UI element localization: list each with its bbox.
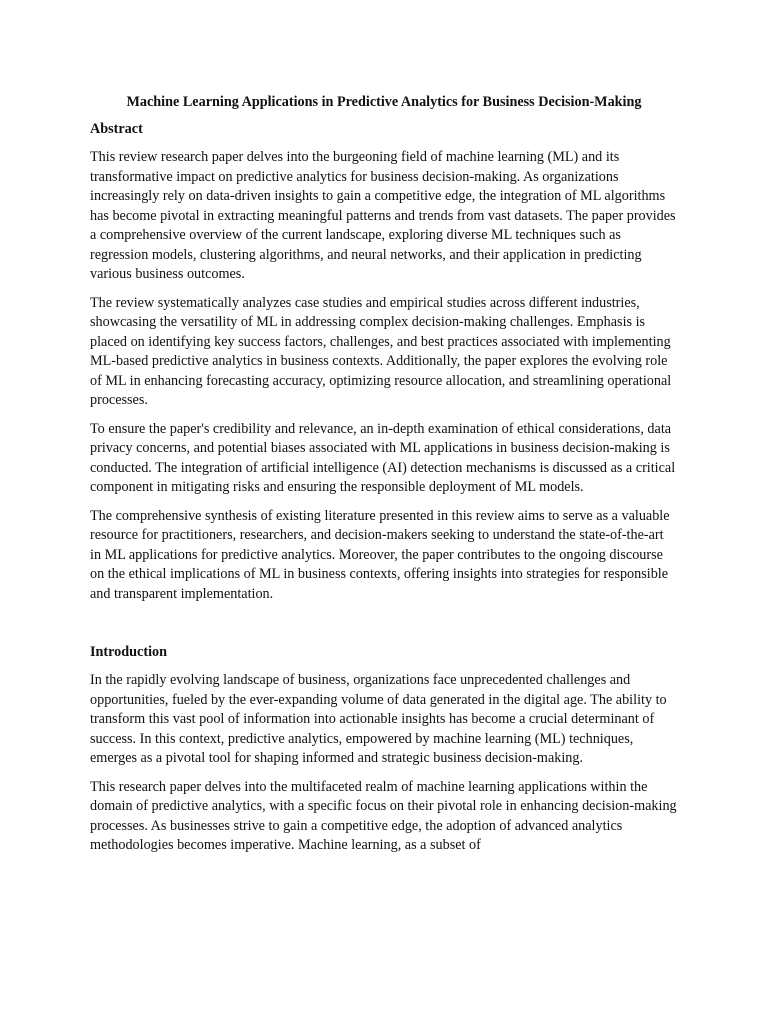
introduction-paragraph-2: This research paper delves into the multifaceted realm of machine learning applications within the domain of predictive analytics, with a specific focus on their pivotal role in enhancing decision-making processes. As businesses strive to gain a competitive edge, the adoption of advanced analytics methodologies becomes imperative. Machine learning, as a subset of	[90, 778, 677, 853]
introduction-paragraph-1: In the rapidly evolving landscape of business, organizations face unprecedented challenges and opportunities, fueled by the ever-expanding volume of data generated in the digital age. The ability to transform this vast pool of information into actionable insights has become a crucial determinant of success. In this context, predictive analytics, empowered by machine learning (ML) techniques, emerges as a pivotal tool for shaping informed and strategic business decision-making.	[90, 672, 667, 766]
abstract-paragraph-4: The comprehensive synthesis of existing literature presented in this review aims to serve as a valuable resource for practitioners, researchers, and decision-makers seeking to understand the state-of-the-art in ML applications for predictive analytics. Moreover, the paper contributes to the ongoing discourse on the ethical implications of ML in business contexts, offering insights into strategies for responsible and transparent implementation.	[90, 507, 670, 602]
abstract-paragraph-3: To ensure the paper's credibility and relevance, an in-depth examination of ethical considerations, data privacy concerns, and potential biases associated with ML applications in business decision-making is conducted. The integration of artificial intelligence (AI) detection mechanisms is discussed as a critical component in mitigating risks and ensuring the responsible deployment of ML models.	[90, 420, 676, 495]
introduction-heading: Introduction	[90, 644, 167, 660]
abstract-paragraph-2: The review systematically analyzes case studies and empirical studies across different industries, showcasing the versatility of ML in addressing complex decision-making challenges. Emphasis is placed on identifying key success factors, challenges, and best practices associated with implementing ML-based predictive analytics in business contexts. Additionally, the paper explores the evolving role of ML in enhancing forecasting accuracy, optimizing resource allocation, and streamlining operational processes.	[90, 294, 672, 408]
document-page	[90, 92, 678, 865]
abstract-paragraph-1: This review research paper delves into the burgeoning field of machine learning (ML) and its transformative impact on predictive analytics for business decision-making. As organizations increasingly rely on data-driven insights to gain a competitive edge, the integration of ML algorithms has become pivotal in extracting meaningful patterns and trends from vast datasets. The paper provides a comprehensive overview of the current landscape, exploring diverse ML techniques such as regression models, clustering algorithms, and neural networks, and their application in predicting various business outcomes.	[90, 149, 676, 282]
paper-title: Machine Learning Applications in Predictive Analytics for Business Decision-Making	[126, 94, 642, 110]
abstract-heading: Abstract	[90, 121, 143, 137]
section-spacer	[90, 613, 678, 642]
